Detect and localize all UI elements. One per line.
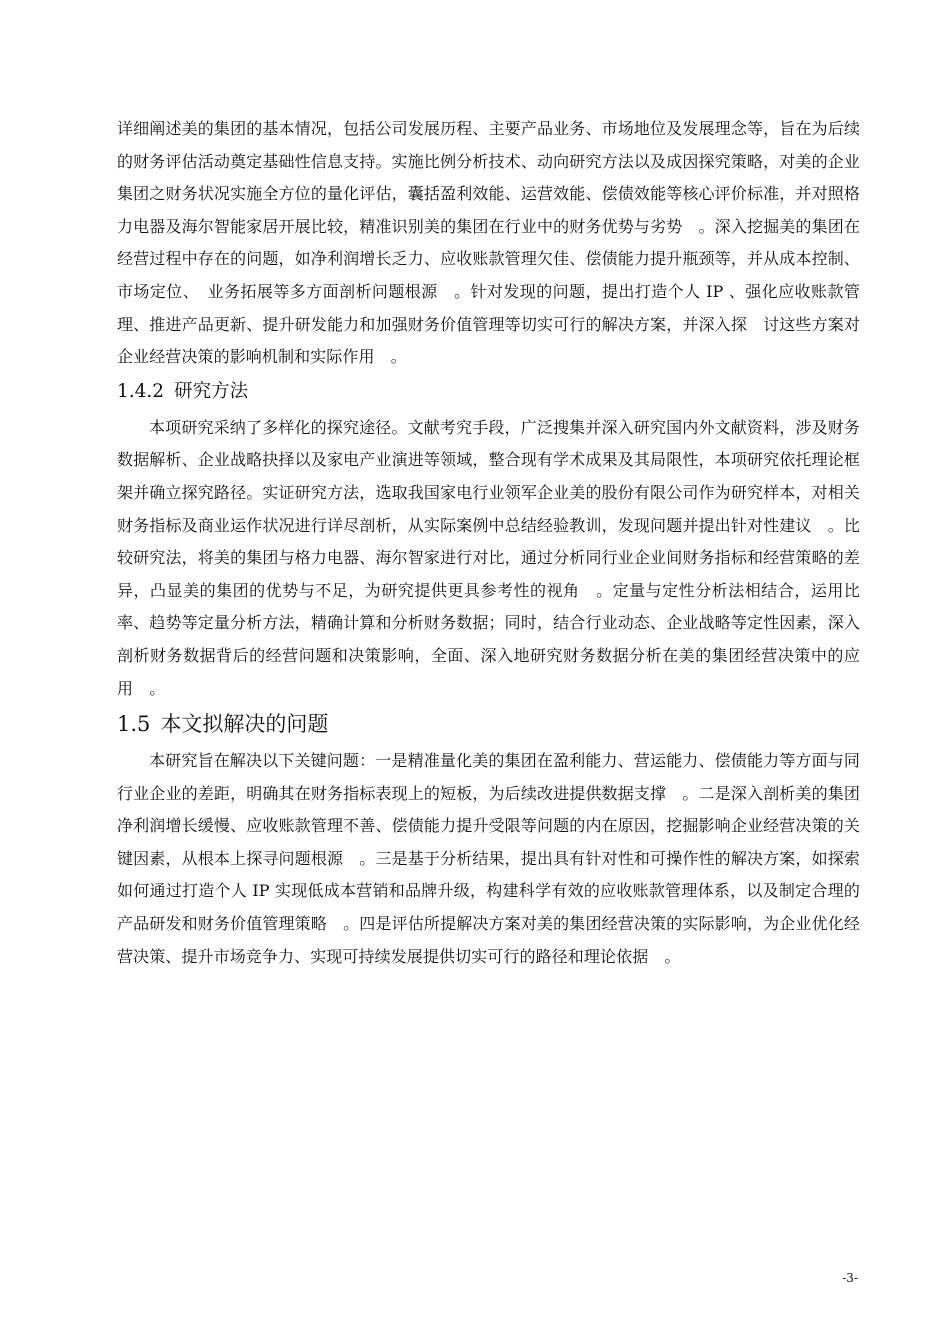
paragraph-research-content: 详细阐述美的集团的基本情况，包括公司发展历程、主要产品业务、市场地位及发展理念等，旨在为后续的财务评估活动奠定基础性信息支持。实施比例分析技术、动向研究方法以及成因探究策略，对美的企业集团之财务状况实施全方位的量化评估，囊括盈利效能、运营效能、偿债效能等核心评价标准，并对照格力电器及海尔智能家居开展比较，精准识别美的集团在行业中的财务优势与劣势 。深入挖掘美的集团在经营过程中存在的问题，如净利润增长乏力、应收账款管理欠佳、偿债能力提升瓶颈等，并从成本控制、市场定位、 业务拓展等多方面剖析问题根源 。针对发现的问题，提出打造个人 IP 、强化应收账款管 理、推进产品更新、提升研发能力和加强财务价值管理等切实可行的解决方案，并深入探 讨这些方案对企业经营决策的影响机制和实际作用 。 bbox=[117, 119, 877, 367]
page-content bbox=[117, 113, 877, 973]
paragraph-problems: 本研究旨在解决以下关键问题：一是精准量化美的集团在盈利能力、营运能力、偿债能力等方面与同行业企业的差距，明确其在财务指标表现上的短板，为后续改进提供数据支撑 。二是深入剖析美的集团净利润增长缓慢、应收账款管理不善、偿债能力提升受限等问题的内在原因，挖掘影响企业经营决策的关键因素，从根本上探寻问题根源 。三是基于分析结果，提出具有针对性和可操作性的解决方案，如探索如何通过打造个人 IP 实现低成本营销和品牌升级，构建科学有效的应收账款管理体系，以及制定合理的产品研发和财务价值管理策略 。四是评估所提解决方案对美的集团经营决策的实际影响，为企业优化经营决策、提升市场竞争力、实现可持续发展提供切实可行的路径和理论依据 。 bbox=[117, 751, 860, 966]
paragraph-research-methods: 本项研究采纳了多样化的探究途径。文献考究手段，广泛搜集并深入研究国内外文献资料，涉及财务数据解析、企业战略抉择以及家电产业演进等领域，整合现有学术成果及其局限性，本项研究依托理论框架并确立探究路径。实证研究方法，选取我国家电行业领军企业美的股份有限公司作为研究样本，对相关财务指标及商业运作状况进行详尽剖析，从实际案例中总结经验教训，发现问题并提出针对性建议 。比较研究法，将美的集团与格力电器、海尔智家进行对比，通过分析同行业企业间财务指标和经营策略的差异，凸显美的集团的优势与不足，为研究提供更具参考性的视角 。定量与定性分析法相结合，运用比率、趋势等定量分析方法，精确计算和分析财务数据；同时，结合行业动态、企业战略等定性因素，深入剖析财务数据背后的经营问题和决策影响，全面、深入地研究财务数据分析在美的集团经营决策中的应用 。 bbox=[117, 417, 860, 698]
heading-number: 1.5 bbox=[117, 712, 151, 737]
page-number: -3- bbox=[842, 1271, 858, 1285]
heading-1-5 bbox=[117, 707, 860, 741]
heading-number: 1.4.2 bbox=[117, 380, 165, 402]
heading-1-4-2 bbox=[117, 376, 860, 408]
heading-title: 研究方法 bbox=[174, 380, 249, 402]
heading-title: 本文拟解决的问题 bbox=[160, 712, 329, 737]
